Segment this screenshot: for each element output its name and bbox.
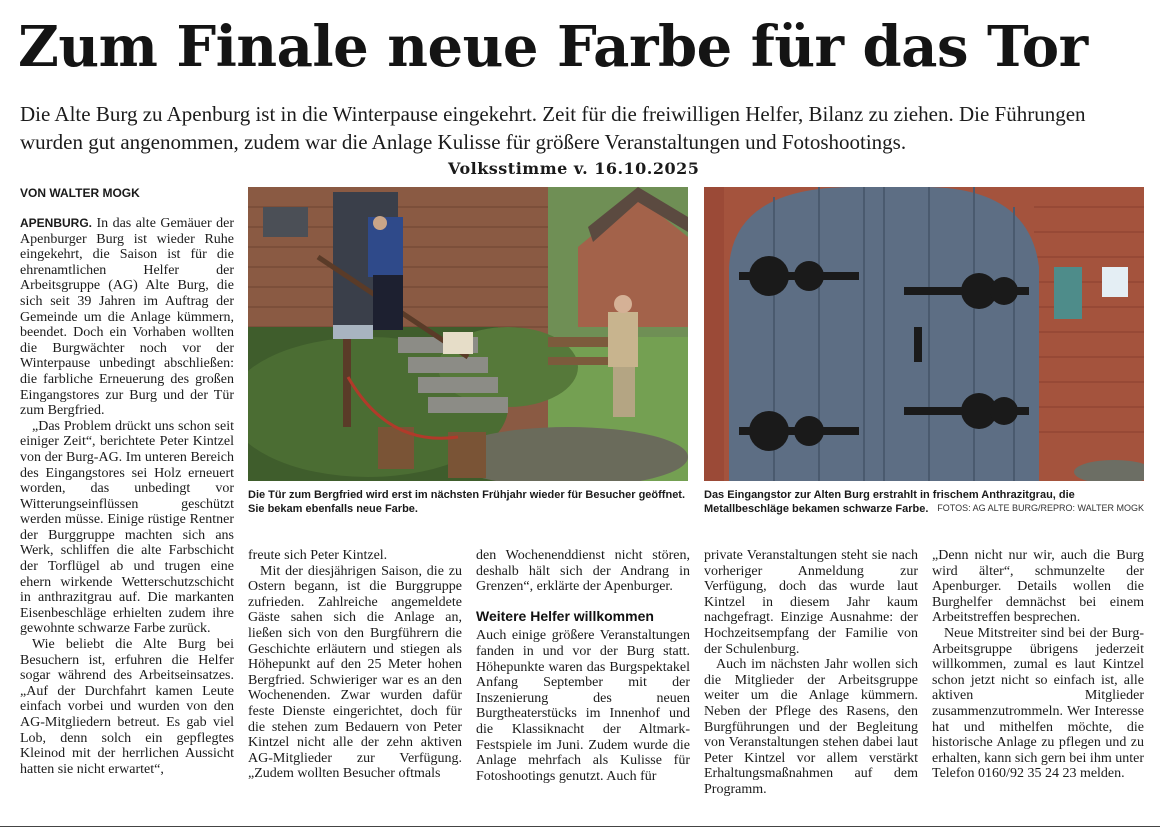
paragraph: freute sich Peter Kintzel. xyxy=(248,548,388,563)
photo-caption-2: Das Eingangstor zur Alten Burg erstrahlt in frischem Anthrazitgrau, die Metallbeschläge bekamen schwarze Farbe. xyxy=(704,489,1075,515)
photo-entrance-gate xyxy=(704,187,1144,481)
paragraph: Mit der diesjährigen Saison, die zu Ostern begann, ist die Burggruppe zufrieden. Zahlreiche angemeldete Gäste sahen sich die Anlage an, ließen sich von den Burgführern die Geschichte erläutern und stiegen als Höhepunkt auf den 25 Meter hohen Bergfried. Schwieriger war es an den Wochenenden. Zwar wurden dafür feste Dienste eingerichtet, doch für die stehen zum Bedauern von Peter Kintzel nicht alle der zehn aktiven AG-Mitglieder zur Verfügung. „Zudem wollten Besucher oftmals xyxy=(248,563,462,782)
paragraph: private Veranstaltungen steht sie nach vorheriger Anmeldung zur Verfügung, doch das wurde laut Kintzel in diesem Jahr kaum nachgefragt. Einzige Ausnahme: der Hochzeitsempfang der Familie von der Schulenburg. xyxy=(704,548,918,657)
dateline: APENBURG. xyxy=(20,216,93,230)
text-column-2 xyxy=(248,548,462,782)
paragraph-text: In das alte Gemäuer der Apenburger Burg ist wieder Ruhe eingekehrt, die Saison ist für die ehrenamtlichen Helfer der Arbeitsgruppe (AG) Alte Burg, die sich seit 39 Jahren im Auftrag der Gemeinde um die Anlage kümmern, beendet. Doch ein Vorhaben wollten die Burgwächter noch vor der Winterpause unbedingt abschließen: die farbliche Erneuerung des großen Eingangstores zur Burg und der Tür zum Bergfried. xyxy=(20,216,234,419)
headline: Zum Finale neue Farbe für das Tor xyxy=(18,14,1088,80)
photo-bergfried-door-image xyxy=(248,187,688,481)
bottom-rule xyxy=(0,826,1160,827)
paragraph: „Das Problem drückt uns schon seit einiger Zeit“, berichtete Peter Kintzel von der Burg-AG. Im unteren Bereich des Eingangstores sei Holz erneuert worden, das unbedingt vor Witterungseinflüssen geschützt werden müsse. Einige rüstige Rentner der Burggruppe machten sich ans Werk, schliffen die alte Farbschicht der Torflügel ab und trugen eine ehern wirkende Wetterschutzschicht in anthrazitgrau auf. Die markanten Eisenbeschläge erhielten zudem ihre gewohnte schwarze Farbe zurück. xyxy=(20,418,234,637)
photo-bergfried-door xyxy=(248,187,688,481)
paragraph: den Wochenenddienst nicht stören, deshalb hält sich der Andrang in Grenzen“, erklärte der Apenburger. xyxy=(476,548,690,595)
paragraph: „Denn nicht nur wir, auch die Burg wird älter“, schmunzelte der Apenburger. Details wollen die Burghelfer demnächst bei einem Arbeitstreffen besprechen. xyxy=(932,548,1144,626)
photo-caption-1: Die Tür zum Bergfried wird erst im nächsten Frühjahr wieder für Besucher geöffnet. Sie bekam ebenfalls neue Farbe. xyxy=(248,489,686,515)
source-note: Volksstimme v. 16.10.2025 xyxy=(448,159,700,178)
text-column-5 xyxy=(932,548,1144,782)
text-column-3 xyxy=(476,548,690,784)
paragraph xyxy=(20,216,234,419)
text-column-1 xyxy=(20,216,234,777)
byline: VON WALTER MOGK xyxy=(20,186,140,200)
paragraph: Neue Mitstreiter sind bei der Burg-Arbeitsgruppe übrigens jederzeit willkommen, zumal es laut Kintzel schon jetzt nicht so einfach ist, alle aktiven Mitglieder zusammenzutrommeln. Wer Interesse hat und mithelfen möchte, die historische Anlage zu pflegen und zu erhalten, kann sich gern bei ihm unter Telefon 0160/92 35 24 23 melden. xyxy=(932,625,1144,782)
paragraph: Auch einige größere Veranstaltungen fanden in und vor der Burg statt. Höhepunkte waren das Burgspektakel Anfang September mit der Inszenierung des neuen Burgtheaterstücks im Innenhof und die Klassiknacht der Altmark-Festspiele im Juni. Zudem wurde die Anlage mehrfach als Kulisse für Fotoshootings genutzt. Auch für xyxy=(476,628,690,784)
paragraph: Auch im nächsten Jahr wollen sich die Mitglieder der Arbeitsgruppe weiter um die Anlage kümmern. Neben der Pflege des Rasens, den Burgführungen und der Begleitung von Veranstaltungen stehen dabei laut Peter Kintzel vor allem verstärkt Erhaltungsmaßnahmen auf dem Programm. xyxy=(704,657,918,797)
text-column-4 xyxy=(704,548,918,798)
subheading: Weitere Helfer willkommen xyxy=(476,607,654,624)
photo-entrance-gate-image xyxy=(704,187,1144,481)
paragraph: Wie beliebt die Alte Burg bei Besuchern ist, erfuhren die Helfer sogar während des Arbeitseinsatzes. „Auf der Durchfahrt kamen Leute einfach vorbei und wurden von den AG-Mitgliedern betreut. Es gab viel Lob, denn solch ein gepflegtes Kleinod mit der herrlichen Aussicht hatten sie nicht erwartet“, xyxy=(20,637,234,777)
photo-credit: FOTOS: AG ALTE BURG/REPRO: WALTER MOGK xyxy=(937,503,1144,513)
deck-intro: Die Alte Burg zu Apenburg ist in die Winterpause eingekehrt. Zeit für die freiwilligen Helfer, Bilanz zu ziehen. Die Führungen wurden gut angenommen, zudem war die Anlage Kulisse für größere Veranstaltungen und Fotoshootings. xyxy=(20,102,1086,154)
